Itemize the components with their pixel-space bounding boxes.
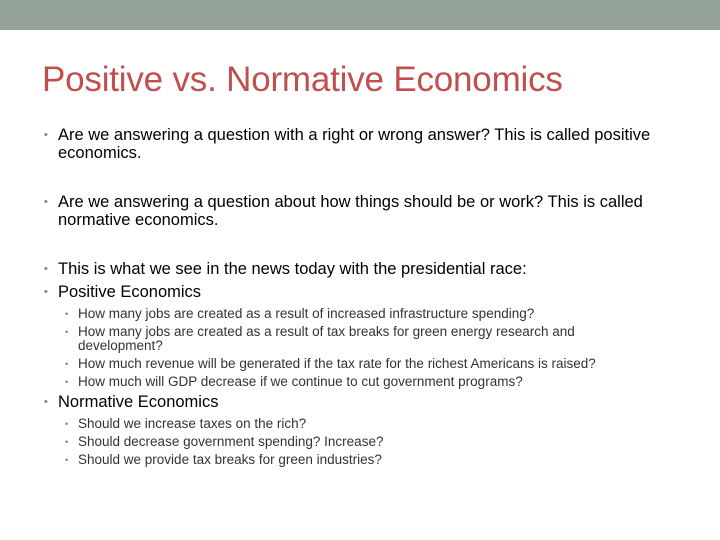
- bullet-text: This is what we see in the news today with the presidential race:: [58, 260, 527, 278]
- sub-bullet: [44, 325, 638, 353]
- sub-bullet: [44, 453, 694, 467]
- bullet-text: Positive Economics: [58, 283, 202, 301]
- sub-bullet: [44, 357, 694, 371]
- bullet-term: positive economics: [58, 126, 651, 162]
- bullet-dot-icon: •: [65, 419, 69, 429]
- sub-bullet-text: How many jobs are created as a result of increased infrastructure spending?: [78, 306, 535, 321]
- sub-bullet-text: Should we increase taxes on the rich?: [78, 416, 307, 431]
- bullet-dot-icon: •: [65, 327, 69, 337]
- sub-bullet-text: How much revenue will be generated if the tax rate for the richest Americans is raised?: [78, 356, 596, 371]
- sub-bullet-text: Should decrease government spending? Increase?: [78, 434, 384, 449]
- bullet-dot-icon: •: [44, 286, 48, 298]
- bullet-normative-definition: [44, 193, 694, 229]
- bullet-text: Are we answering a question with a right or wrong answer? This is called: [58, 126, 595, 144]
- bullet-positive-definition: [44, 126, 694, 162]
- sub-bullet: [44, 307, 694, 321]
- bullet-positive-economics: [44, 283, 694, 301]
- bullet-dot-icon: •: [44, 396, 48, 408]
- bullet-text-end: .: [136, 144, 142, 162]
- bullet-term: normative economics: [58, 211, 214, 229]
- bullet-text: Normative Economics: [58, 393, 219, 411]
- bullet-dot-icon: •: [65, 309, 69, 319]
- bullet-text-end: .: [213, 211, 219, 229]
- slide-title: Positive vs. Normative Economics: [42, 60, 563, 99]
- sub-bullet-text: Should we provide tax breaks for green industries?: [78, 452, 382, 467]
- slide-body: [44, 126, 694, 467]
- sub-bullet-text: How much will GDP decrease if we continue to cut government programs?: [78, 374, 523, 389]
- bullet-dot-icon: •: [44, 263, 48, 275]
- bullet-text: Are we answering a question about how things should be or work? This is called: [58, 193, 643, 211]
- top-accent-bar: [0, 0, 720, 30]
- bullet-dot-icon: •: [65, 455, 69, 465]
- bullet-normative-economics: [44, 393, 694, 411]
- bullet-dot-icon: •: [44, 129, 48, 141]
- sub-bullet: [44, 417, 694, 431]
- bullet-news: [44, 260, 694, 278]
- bullet-dot-icon: •: [44, 196, 48, 208]
- bullet-dot-icon: •: [65, 437, 69, 447]
- sub-bullet: [44, 435, 694, 449]
- sub-bullet-text: How many jobs are created as a result of tax breaks for green energy research and development?: [78, 324, 575, 353]
- bullet-dot-icon: •: [65, 359, 69, 369]
- sub-bullet: [44, 375, 694, 389]
- bullet-dot-icon: •: [65, 377, 69, 387]
